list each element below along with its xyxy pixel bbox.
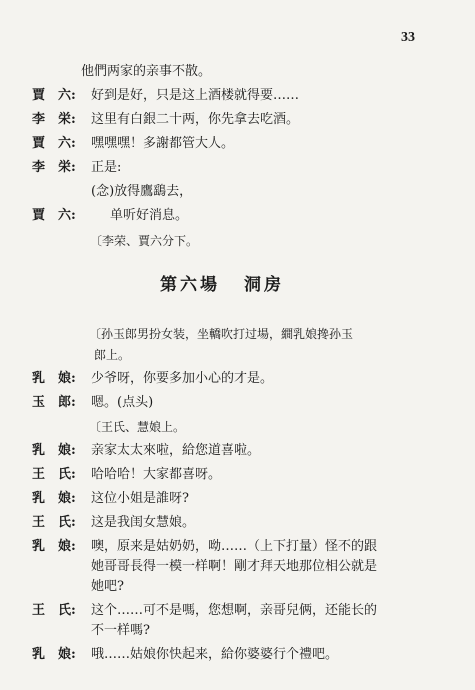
stage-direction-text: 郎上。 [94,348,131,362]
stage-direction-text: 〔李荣、賈六分下。 [90,234,199,248]
speaker-name: 乳 娘: [32,371,76,386]
dialogue-text: 哈哈哈！大家都喜呀。 [91,467,222,482]
dialogue-text: 这个……可不是嗎，您想啊，亲哥兒俩，还能长的 [91,603,378,618]
speaker-name: 乳 娘: [32,539,76,554]
dialogue-text: 这是我闺女慧娘。 [91,515,196,530]
dialogue-text: 嘿嘿嘿！多謝都管大人。 [91,136,235,151]
speaker-name: 玉 郎: [32,395,76,410]
dialogue-text: (念)放得鷹鷂去， [91,184,193,199]
page-number: 33 [401,30,415,45]
speaker-name: 李 栄: [32,112,76,127]
dialogue-text: 好到是好，只是这上酒楼就得要…… [91,88,300,103]
stage-direction-text: 〔孙玉郎男扮女装，坐轎吹打过場，繝乳娘搀孙玉 [89,327,354,341]
dialogue-text: 嗯。(点头) [91,395,154,410]
dialogue-text: 单听好消息。 [110,208,189,223]
stage-direction-text: 〔王氏、慧娘上。 [89,420,186,434]
dialogue-text: 这里有白銀二十两，你先拿去吃酒。 [91,112,300,127]
speaker-name: 王 氏: [32,467,76,482]
scene-name: 洞房 [244,275,284,295]
speaker-name: 賈 六: [32,208,76,223]
speaker-name: 賈 六: [32,136,76,151]
speaker-name: 乳 娘: [32,443,76,458]
dialogue-text: 她哥哥長得一模一样啊！剛才拜天地那位相公就是 [91,559,378,574]
dialogue-text: 少爷呀，你要多加小心的才是。 [91,371,274,386]
dialogue-text: 噢，原来是姑奶奶，呦……（上下打量）怪不的跟 [91,539,378,554]
speaker-name: 乳 娘: [32,491,76,506]
dialogue-text: 亲家太太來啦，給您道喜啦。 [91,443,261,458]
dialogue-text: 不一样嗎? [91,623,150,638]
dialogue-text: 正是: [91,160,122,175]
dialogue-text: 这位小姐是誰呀? [91,491,189,506]
dialogue-text: 她吧? [91,579,124,594]
speaker-name: 王 氏: [32,603,76,618]
dialogue-text: 他們两家的亲事不散。 [81,64,212,79]
speaker-name: 王 氏: [32,515,76,530]
speaker-name: 乳 娘: [32,647,76,662]
speaker-name: 賈 六: [32,88,76,103]
scene-title [160,270,284,295]
speaker-name: 李 栄: [32,160,76,175]
dialogue-text: 哦……姑娘你快起来，給你婆婆行个禮吧。 [91,647,339,662]
scene-number: 第六場 [160,275,220,295]
